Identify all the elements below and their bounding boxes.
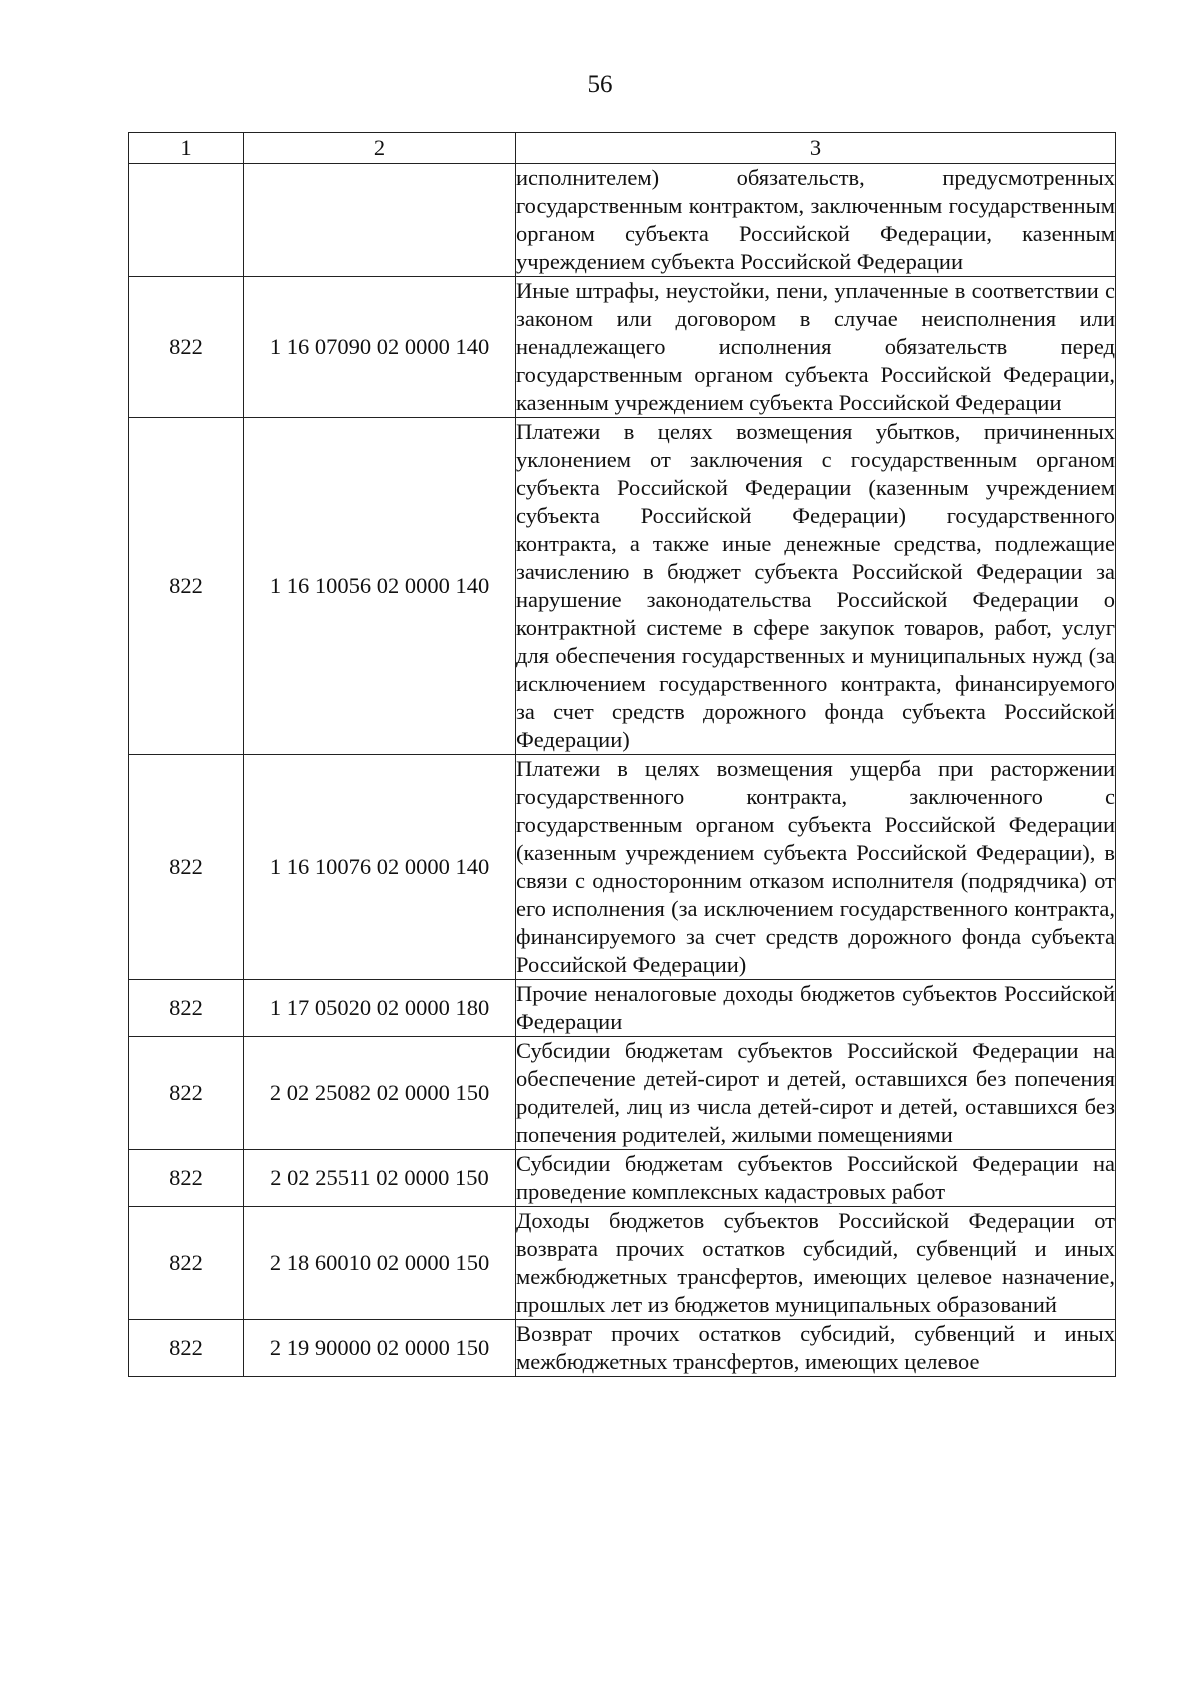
description-cell: Прочие неналоговые доходы бюджетов субъектов Российской Федерации [516, 980, 1116, 1037]
description-cell: Субсидии бюджетам субъектов Российской Федерации на обеспечение детей-сирот и детей, оставшихся без попечения родителей, лиц из числа детей-сирот и детей, оставшихся без попечения родителей, жилыми помещениями [516, 1037, 1116, 1150]
admin-code-cell: 822 [129, 277, 244, 418]
admin-code-cell: 822 [129, 1150, 244, 1207]
table-header-row [129, 133, 1116, 164]
kbk-code-cell: 1 17 05020 02 0000 180 [244, 980, 516, 1037]
kbk-code-cell: 1 16 07090 02 0000 140 [244, 277, 516, 418]
description-cell: Иные штрафы, неустойки, пени, уплаченные в соответствии с законом или договором в случае неисполнения или ненадлежащего исполнения обязательств перед государственным органом субъекта Российской Федерации, казенным учреждением субъекта Российской Федерации [516, 277, 1116, 418]
table-row [129, 277, 1116, 418]
admin-code-cell: 822 [129, 755, 244, 980]
revenue-code-table [128, 132, 1116, 1377]
description-cell: Платежи в целях возмещения убытков, причиненных уклонением от заключения с государственным органом субъекта Российской Федерации (казенным учреждением субъекта Российской Федерации) государственного контракта, а также иные денежные средства, подлежащие зачислению в бюджет субъекта Российской Федерации за нарушение законодательства Российской Федерации о контрактной системе в сфере закупок товаров, работ, услуг для обеспечения государственных и муниципальных нужд (за исключением государственного контракта, финансируемого за счет средств дорожного фонда субъекта Российской Федерации) [516, 418, 1116, 755]
admin-code-cell [129, 164, 244, 277]
kbk-code-cell: 2 19 90000 02 0000 150 [244, 1320, 516, 1377]
description-cell: Доходы бюджетов субъектов Российской Федерации от возврата прочих остатков субсидий, субвенций и иных межбюджетных трансфертов, имеющих целевое назначение, прошлых лет из бюджетов муниципальных образований [516, 1207, 1116, 1320]
page-number: 56 [587, 71, 613, 98]
admin-code-cell: 822 [129, 1207, 244, 1320]
kbk-code-cell: 2 02 25082 02 0000 150 [244, 1037, 516, 1150]
kbk-code-cell [244, 164, 516, 277]
column-header-2: 2 [244, 133, 516, 164]
admin-code-cell: 822 [129, 1037, 244, 1150]
table-row [129, 418, 1116, 755]
kbk-code-cell: 1 16 10076 02 0000 140 [244, 755, 516, 980]
kbk-code-cell: 1 16 10056 02 0000 140 [244, 418, 516, 755]
column-header-1: 1 [129, 133, 244, 164]
admin-code-cell: 822 [129, 418, 244, 755]
kbk-code-cell: 2 02 25511 02 0000 150 [244, 1150, 516, 1207]
table-row [129, 1150, 1116, 1207]
table-row [129, 1320, 1116, 1377]
table-row [129, 1207, 1116, 1320]
table-row [129, 1037, 1116, 1150]
table-row [129, 164, 1116, 277]
description-cell: Платежи в целях возмещения ущерба при расторжении государственного контракта, заключенного с государственным органом субъекта Российской Федерации (казенным учреждением субъекта Российской Федерации), в связи с односторонним отказом исполнителя (подрядчика) от его исполнения (за исключением государственного контракта, финансируемого за счет средств дорожного фонда субъекта Российской Федерации) [516, 755, 1116, 980]
admin-code-cell: 822 [129, 980, 244, 1037]
admin-code-cell: 822 [129, 1320, 244, 1377]
description-cell: Субсидии бюджетам субъектов Российской Федерации на проведение комплексных кадастровых работ [516, 1150, 1116, 1207]
description-cell: исполнителем) обязательств, предусмотренных государственным контрактом, заключенным государственным органом субъекта Российской Федерации, казенным учреждением субъекта Российской Федерации [516, 164, 1116, 277]
kbk-code-cell: 2 18 60010 02 0000 150 [244, 1207, 516, 1320]
description-cell: Возврат прочих остатков субсидий, субвенций и иных межбюджетных трансфертов, имеющих целевое [516, 1320, 1116, 1377]
table-row [129, 755, 1116, 980]
column-header-3: 3 [516, 133, 1116, 164]
table-row [129, 980, 1116, 1037]
